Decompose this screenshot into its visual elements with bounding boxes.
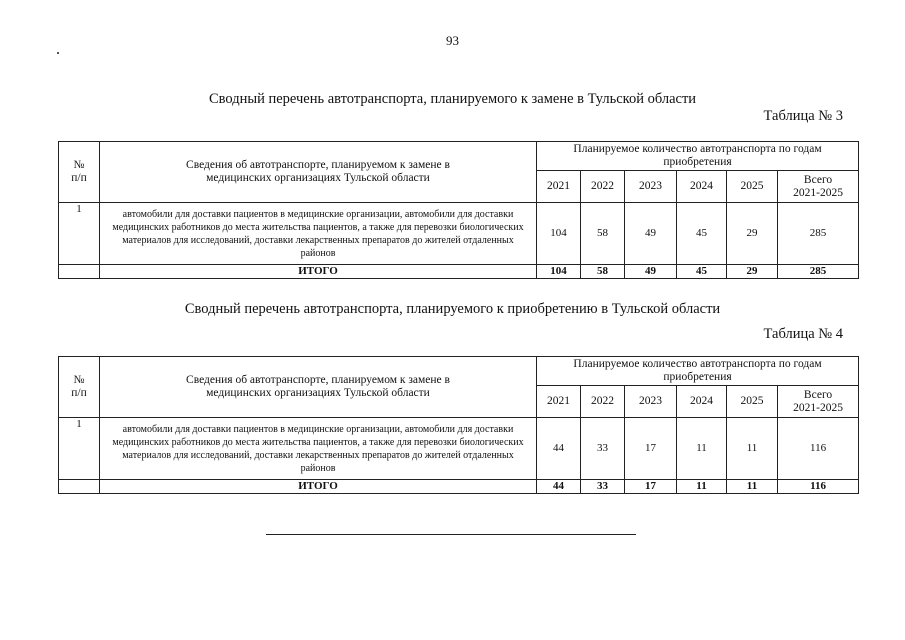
total-value: 33 [581, 480, 625, 494]
row-value: 11 [727, 418, 778, 480]
scan-speck [57, 52, 59, 54]
header-description: Сведения об автотранспорте, планируемом к замене в медицинских организациях Тульской области [100, 142, 537, 203]
row-value: 45 [677, 203, 727, 265]
total-value: 29 [727, 265, 778, 279]
page-number: 93 [446, 33, 459, 48]
total-value: 11 [677, 480, 727, 494]
row-value: 116 [778, 418, 859, 480]
total-value: 44 [537, 480, 581, 494]
header-planned: Планируемое количество автотранспорта по годам приобретения [537, 357, 859, 386]
row-value: 285 [778, 203, 859, 265]
total-blank [59, 480, 100, 494]
header-year: 2024 [677, 386, 727, 418]
total-value: 285 [778, 265, 859, 279]
row-value: 29 [727, 203, 778, 265]
row-num: 1 [59, 418, 100, 480]
total-value: 104 [537, 265, 581, 279]
header-num: № п/п [59, 142, 100, 203]
total-value: 11 [727, 480, 778, 494]
row-num: 1 [59, 203, 100, 265]
total-value: 58 [581, 265, 625, 279]
total-label: ИТОГО [100, 265, 537, 279]
table3 [58, 141, 859, 279]
table4 [58, 356, 859, 494]
table3-label: Таблица № 3 [763, 108, 843, 124]
header-total: Всего 2021-2025 [778, 386, 859, 418]
total-row [59, 265, 859, 279]
total-label: ИТОГО [100, 480, 537, 494]
header-year: 2024 [677, 171, 727, 203]
row-value: 49 [625, 203, 677, 265]
header-year: 2022 [581, 386, 625, 418]
total-value: 17 [625, 480, 677, 494]
row-value: 58 [581, 203, 625, 265]
table3-title: Сводный перечень автотранспорта, планируемого к замене в Тульской области [208, 91, 697, 107]
row-value: 104 [537, 203, 581, 265]
header-year: 2023 [625, 386, 677, 418]
header-total: Всего 2021-2025 [778, 171, 859, 203]
table-row [59, 203, 859, 265]
row-value: 11 [677, 418, 727, 480]
row-description: автомобили для доставки пациентов в медицинские организации, автомобили для доставки медицинских работников до места жительства пациентов, а также для перевозки биологических материалов для исследований, доставки лекарственных препаратов до жителей отдаленных районов [100, 418, 537, 480]
table4-label: Таблица № 4 [763, 326, 843, 342]
total-blank [59, 265, 100, 279]
header-year: 2023 [625, 171, 677, 203]
total-value: 116 [778, 480, 859, 494]
row-description: автомобили для доставки пациентов в медицинские организации, автомобили для доставки медицинских работников до места жительства пациентов, а также для перевозки биологических материалов для исследований, доставки лекарственных препаратов до жителей отдаленных районов [100, 203, 537, 265]
total-row [59, 480, 859, 494]
table4-title: Сводный перечень автотранспорта, планируемого к приобретению в Тульской области [184, 301, 721, 317]
header-year: 2022 [581, 171, 625, 203]
end-rule [266, 534, 636, 535]
header-num: № п/п [59, 357, 100, 418]
header-year: 2025 [727, 386, 778, 418]
header-year: 2025 [727, 171, 778, 203]
row-value: 17 [625, 418, 677, 480]
header-description: Сведения об автотранспорте, планируемом к замене в медицинских организациях Тульской области [100, 357, 537, 418]
row-value: 44 [537, 418, 581, 480]
total-value: 49 [625, 265, 677, 279]
header-year: 2021 [537, 171, 581, 203]
table-row [59, 418, 859, 480]
header-year: 2021 [537, 386, 581, 418]
header-planned: Планируемое количество автотранспорта по годам приобретения [537, 142, 859, 171]
total-value: 45 [677, 265, 727, 279]
row-value: 33 [581, 418, 625, 480]
